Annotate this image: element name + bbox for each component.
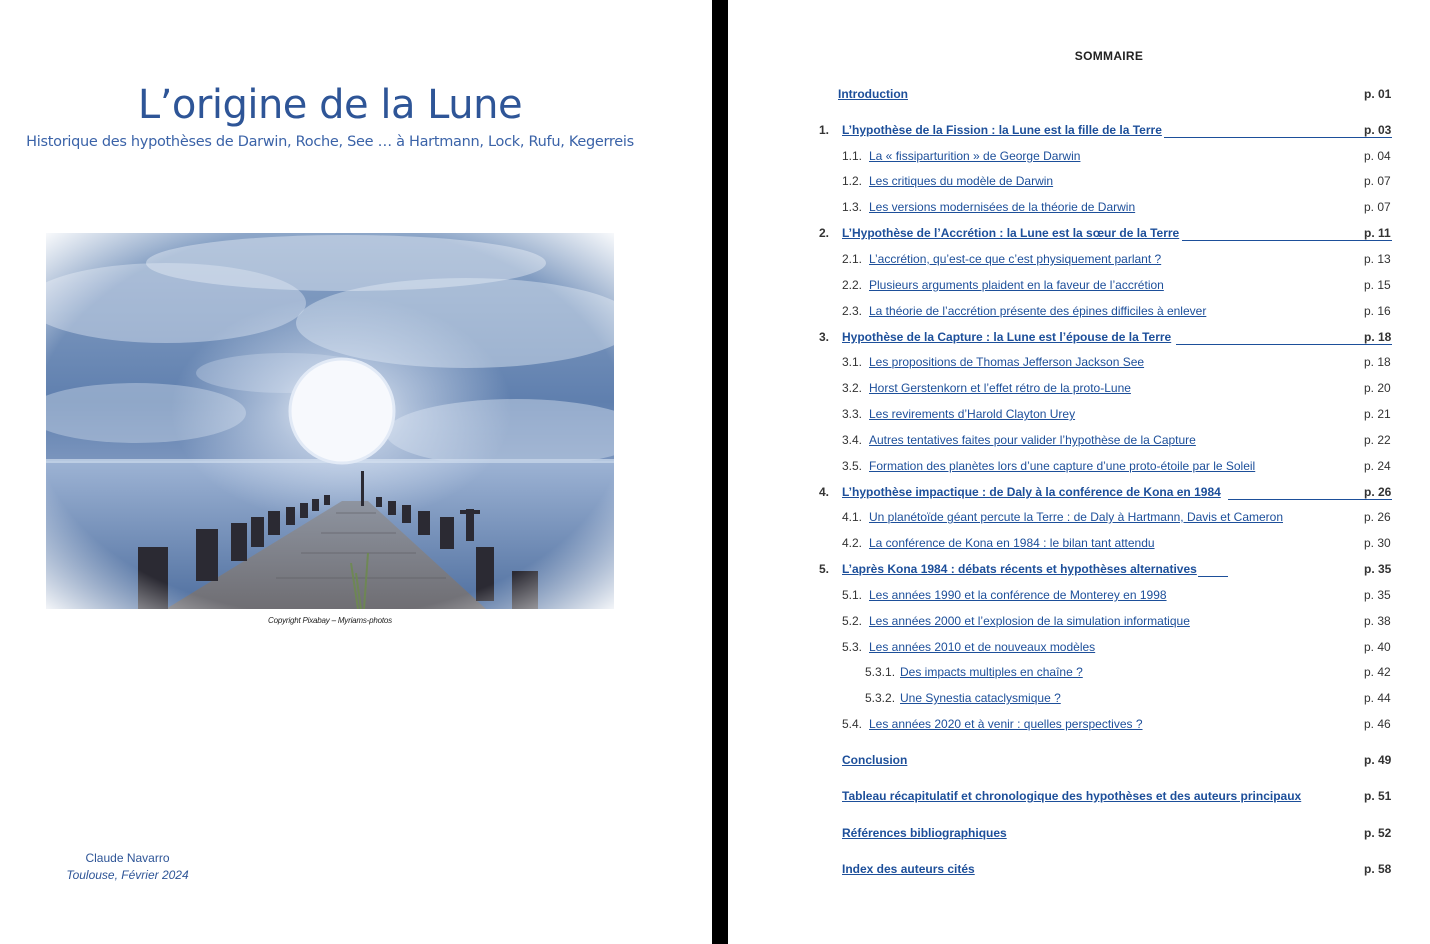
toc-entry[interactable]	[728, 789, 1430, 809]
toc-entry-page: p. 51	[1364, 789, 1392, 803]
toc-entry[interactable]	[728, 355, 1430, 375]
toc-entry-number: 3.1.	[842, 355, 863, 369]
toc-entry[interactable]	[728, 562, 1430, 582]
toc-entry-link[interactable]: Des impacts multiples en chaîne ?	[900, 665, 1083, 679]
toc-entry-link[interactable]: Les propositions de Thomas Jefferson Jackson See	[869, 355, 1145, 369]
toc-leader-rule	[1164, 137, 1392, 138]
toc-entry-number: 3.3.	[842, 407, 863, 421]
toc-entry-page: p. 46	[1364, 717, 1391, 731]
toc-entry-page: p. 21	[1364, 407, 1391, 421]
table-of-contents-page	[728, 0, 1430, 944]
toc-entry-number: 5.	[819, 562, 830, 576]
toc-entry-number: 1.1.	[842, 149, 863, 163]
toc-entry-page: p. 22	[1364, 433, 1391, 447]
toc-entry-page: p. 07	[1364, 174, 1391, 188]
toc-entry[interactable]	[728, 510, 1430, 530]
toc-entry[interactable]	[728, 691, 1430, 711]
author-block	[60, 850, 195, 884]
toc-entry[interactable]	[728, 174, 1430, 194]
toc-entry-link[interactable]: Les années 2000 et l’explosion de la simulation informatique	[869, 614, 1190, 628]
toc-entry-link[interactable]: L’hypothèse impactique : de Daly à la conférence de Kona en 1984	[842, 485, 1221, 499]
image-caption: Copyright Pixabay – Myriams-photos	[268, 616, 392, 625]
toc-entry-number: 3.	[819, 330, 830, 344]
toc-entry-page: p. 18	[1364, 330, 1392, 344]
toc-entry-link[interactable]: Autres tentatives faites pour valider l’hypothèse de la Capture	[869, 433, 1196, 447]
toc-entry[interactable]	[728, 149, 1430, 169]
document-title: L’origine de la Lune	[137, 82, 523, 128]
toc-entry-page: p. 58	[1364, 862, 1392, 876]
toc-leader-rule	[1176, 344, 1392, 345]
toc-entry-page: p. 07	[1364, 200, 1391, 214]
toc-entry-link[interactable]: Une Synestia cataclysmique ?	[900, 691, 1061, 705]
toc-entry[interactable]	[728, 665, 1430, 685]
author-name: Claude Navarro	[85, 851, 170, 865]
toc-entry-link[interactable]: Tableau récapitulatif et chronologique des hypothèses et des auteurs principaux	[842, 789, 1302, 803]
toc-entry-page: p. 49	[1364, 753, 1392, 767]
toc-entry-number: 3.4.	[842, 433, 863, 447]
toc-entry-page: p. 35	[1364, 562, 1392, 576]
toc-entry-number: 2.1.	[842, 252, 863, 266]
toc-entry-link[interactable]: Les versions modernisées de la théorie de Darwin	[869, 200, 1136, 214]
toc-entry-number: 5.3.	[842, 640, 863, 654]
toc-entry-link[interactable]: Plusieurs arguments plaident en la faveur de l’accrétion	[869, 278, 1164, 292]
toc-entry-link[interactable]: Hypothèse de la Capture : la Lune est l’épouse de la Terre	[842, 330, 1172, 344]
toc-entry-page: p. 52	[1364, 826, 1392, 840]
toc-entry-number: 5.3.2.	[865, 691, 896, 705]
toc-entry[interactable]	[728, 717, 1430, 737]
toc-entry[interactable]	[728, 640, 1430, 660]
toc-entry-link[interactable]: La conférence de Kona en 1984 : le bilan tant attendu	[869, 536, 1155, 550]
toc-entry-page: p. 04	[1364, 149, 1391, 163]
toc-entry-link[interactable]: Les revirements d’Harold Clayton Urey	[869, 407, 1076, 421]
toc-entry-page: p. 42	[1364, 665, 1391, 679]
toc-entry-number: 2.3.	[842, 304, 863, 318]
toc-entry-number: 3.2.	[842, 381, 863, 395]
toc-entry-number: 1.	[819, 123, 830, 137]
toc-entry-number: 4.1.	[842, 510, 863, 524]
toc-entry[interactable]	[728, 862, 1430, 882]
toc-entry-page: p. 44	[1364, 691, 1391, 705]
toc-entry-number: 5.3.1.	[865, 665, 896, 679]
toc-entry-page: p. 11	[1364, 226, 1391, 240]
toc-entry-link[interactable]: Conclusion	[842, 753, 908, 767]
toc-entry[interactable]	[728, 330, 1430, 350]
toc-entry-link[interactable]: Les années 2010 et de nouveaux modèles	[869, 640, 1096, 654]
document-subtitle: Historique des hypothèses de Darwin, Roche, See … à Hartmann, Lock, Rufu, Kegerreis	[26, 134, 634, 150]
toc-leader-rule	[1228, 499, 1392, 500]
toc-entry-link[interactable]: Les années 2020 et à venir : quelles perspectives ?	[869, 717, 1143, 731]
toc-entry-link[interactable]: Références bibliographiques	[842, 826, 1007, 840]
toc-heading: SOMMAIRE	[1074, 49, 1144, 63]
toc-entry-link[interactable]: L’accrétion, qu’est-ce que c’est physiquement parlant ?	[869, 252, 1162, 266]
toc-entry-page: p. 16	[1364, 304, 1391, 318]
toc-entry-page: p. 26	[1364, 510, 1391, 524]
toc-entry-link[interactable]: La théorie de l’accrétion présente des épines difficiles à enlever	[869, 304, 1207, 318]
toc-entry-number: 2.	[819, 226, 830, 240]
toc-entry-page: p. 30	[1364, 536, 1391, 550]
toc-entry[interactable]	[728, 200, 1430, 220]
cover-page	[0, 0, 712, 944]
toc-entry-link[interactable]: L’hypothèse de la Fission : la Lune est la fille de la Terre	[842, 123, 1162, 137]
toc-entry[interactable]	[728, 381, 1430, 401]
toc-entry-page: p. 20	[1364, 381, 1391, 395]
toc-entry-number: 5.2.	[842, 614, 863, 628]
toc-entry[interactable]	[728, 252, 1430, 272]
toc-entry[interactable]	[728, 614, 1430, 634]
toc-entry[interactable]	[728, 536, 1430, 556]
toc-entry[interactable]	[728, 278, 1430, 298]
toc-entry[interactable]	[728, 226, 1430, 246]
place-date: Toulouse, Février 2024	[66, 868, 189, 882]
toc-entry-page: p. 13	[1364, 252, 1391, 266]
toc-leader-rule	[1198, 576, 1228, 577]
toc-entry[interactable]	[728, 433, 1430, 453]
toc-entry-link[interactable]: Les critiques du modèle de Darwin	[869, 174, 1054, 188]
toc-leader-rule	[1182, 240, 1392, 241]
toc-entry[interactable]	[728, 87, 1430, 107]
toc-entry[interactable]	[728, 459, 1430, 479]
toc-entry-page: p. 24	[1364, 459, 1391, 473]
toc-entry-page: p. 40	[1364, 640, 1391, 654]
toc-entry-link[interactable]: L’après Kona 1984 : débats récents et hypothèses alternatives	[842, 562, 1197, 576]
toc-entry-page: p. 18	[1364, 355, 1391, 369]
toc-entry-page: p. 38	[1364, 614, 1391, 628]
toc-entry-number: 1.3.	[842, 200, 863, 214]
toc-entry[interactable]	[728, 753, 1430, 773]
toc-entry-number: 4.	[819, 485, 830, 499]
cover-moon-pier-image	[46, 233, 614, 609]
toc-entry-link[interactable]: Horst Gerstenkorn et l’effet rétro de la proto-Lune	[869, 381, 1131, 395]
toc-entry-link[interactable]: Index des auteurs cités	[842, 862, 975, 876]
toc-entry[interactable]	[728, 588, 1430, 608]
toc-entry-link[interactable]: L’Hypothèse de l’Accrétion : la Lune est la sœur de la Terre	[842, 226, 1180, 240]
toc-entry-link[interactable]: Formation des planètes lors d’une capture d’une proto-étoile par le Soleil	[869, 459, 1256, 473]
toc-entry-page: p. 15	[1364, 278, 1391, 292]
toc-entry-number: 3.5.	[842, 459, 863, 473]
toc-entry-link[interactable]: La « fissiparturition » de George Darwin	[869, 149, 1081, 163]
toc-entry-number: 5.1.	[842, 588, 863, 602]
toc-entry-page: p. 03	[1364, 123, 1392, 137]
toc-entry-page: p. 35	[1364, 588, 1391, 602]
toc-entry-number: 4.2.	[842, 536, 863, 550]
toc-entry-number: 5.4.	[842, 717, 863, 731]
toc-entry[interactable]	[728, 407, 1430, 427]
toc-entry-page: p. 26	[1364, 485, 1392, 499]
toc-entry[interactable]	[728, 123, 1430, 143]
toc-entry-link[interactable]: Les années 1990 et la conférence de Monterey en 1998	[869, 588, 1167, 602]
toc-entry[interactable]	[728, 826, 1430, 846]
toc-entry-number: 1.2.	[842, 174, 863, 188]
toc-entry-number: 2.2.	[842, 278, 863, 292]
toc-entry-page: p. 01	[1364, 87, 1392, 101]
toc-entry-link[interactable]: Un planétoïde géant percute la Terre : de Daly à Hartmann, Davis et Cameron	[869, 510, 1283, 524]
toc-entry[interactable]	[728, 304, 1430, 324]
toc-entry-link[interactable]: Introduction	[838, 87, 908, 101]
page-divider	[712, 0, 728, 944]
toc-entry[interactable]	[728, 485, 1430, 505]
